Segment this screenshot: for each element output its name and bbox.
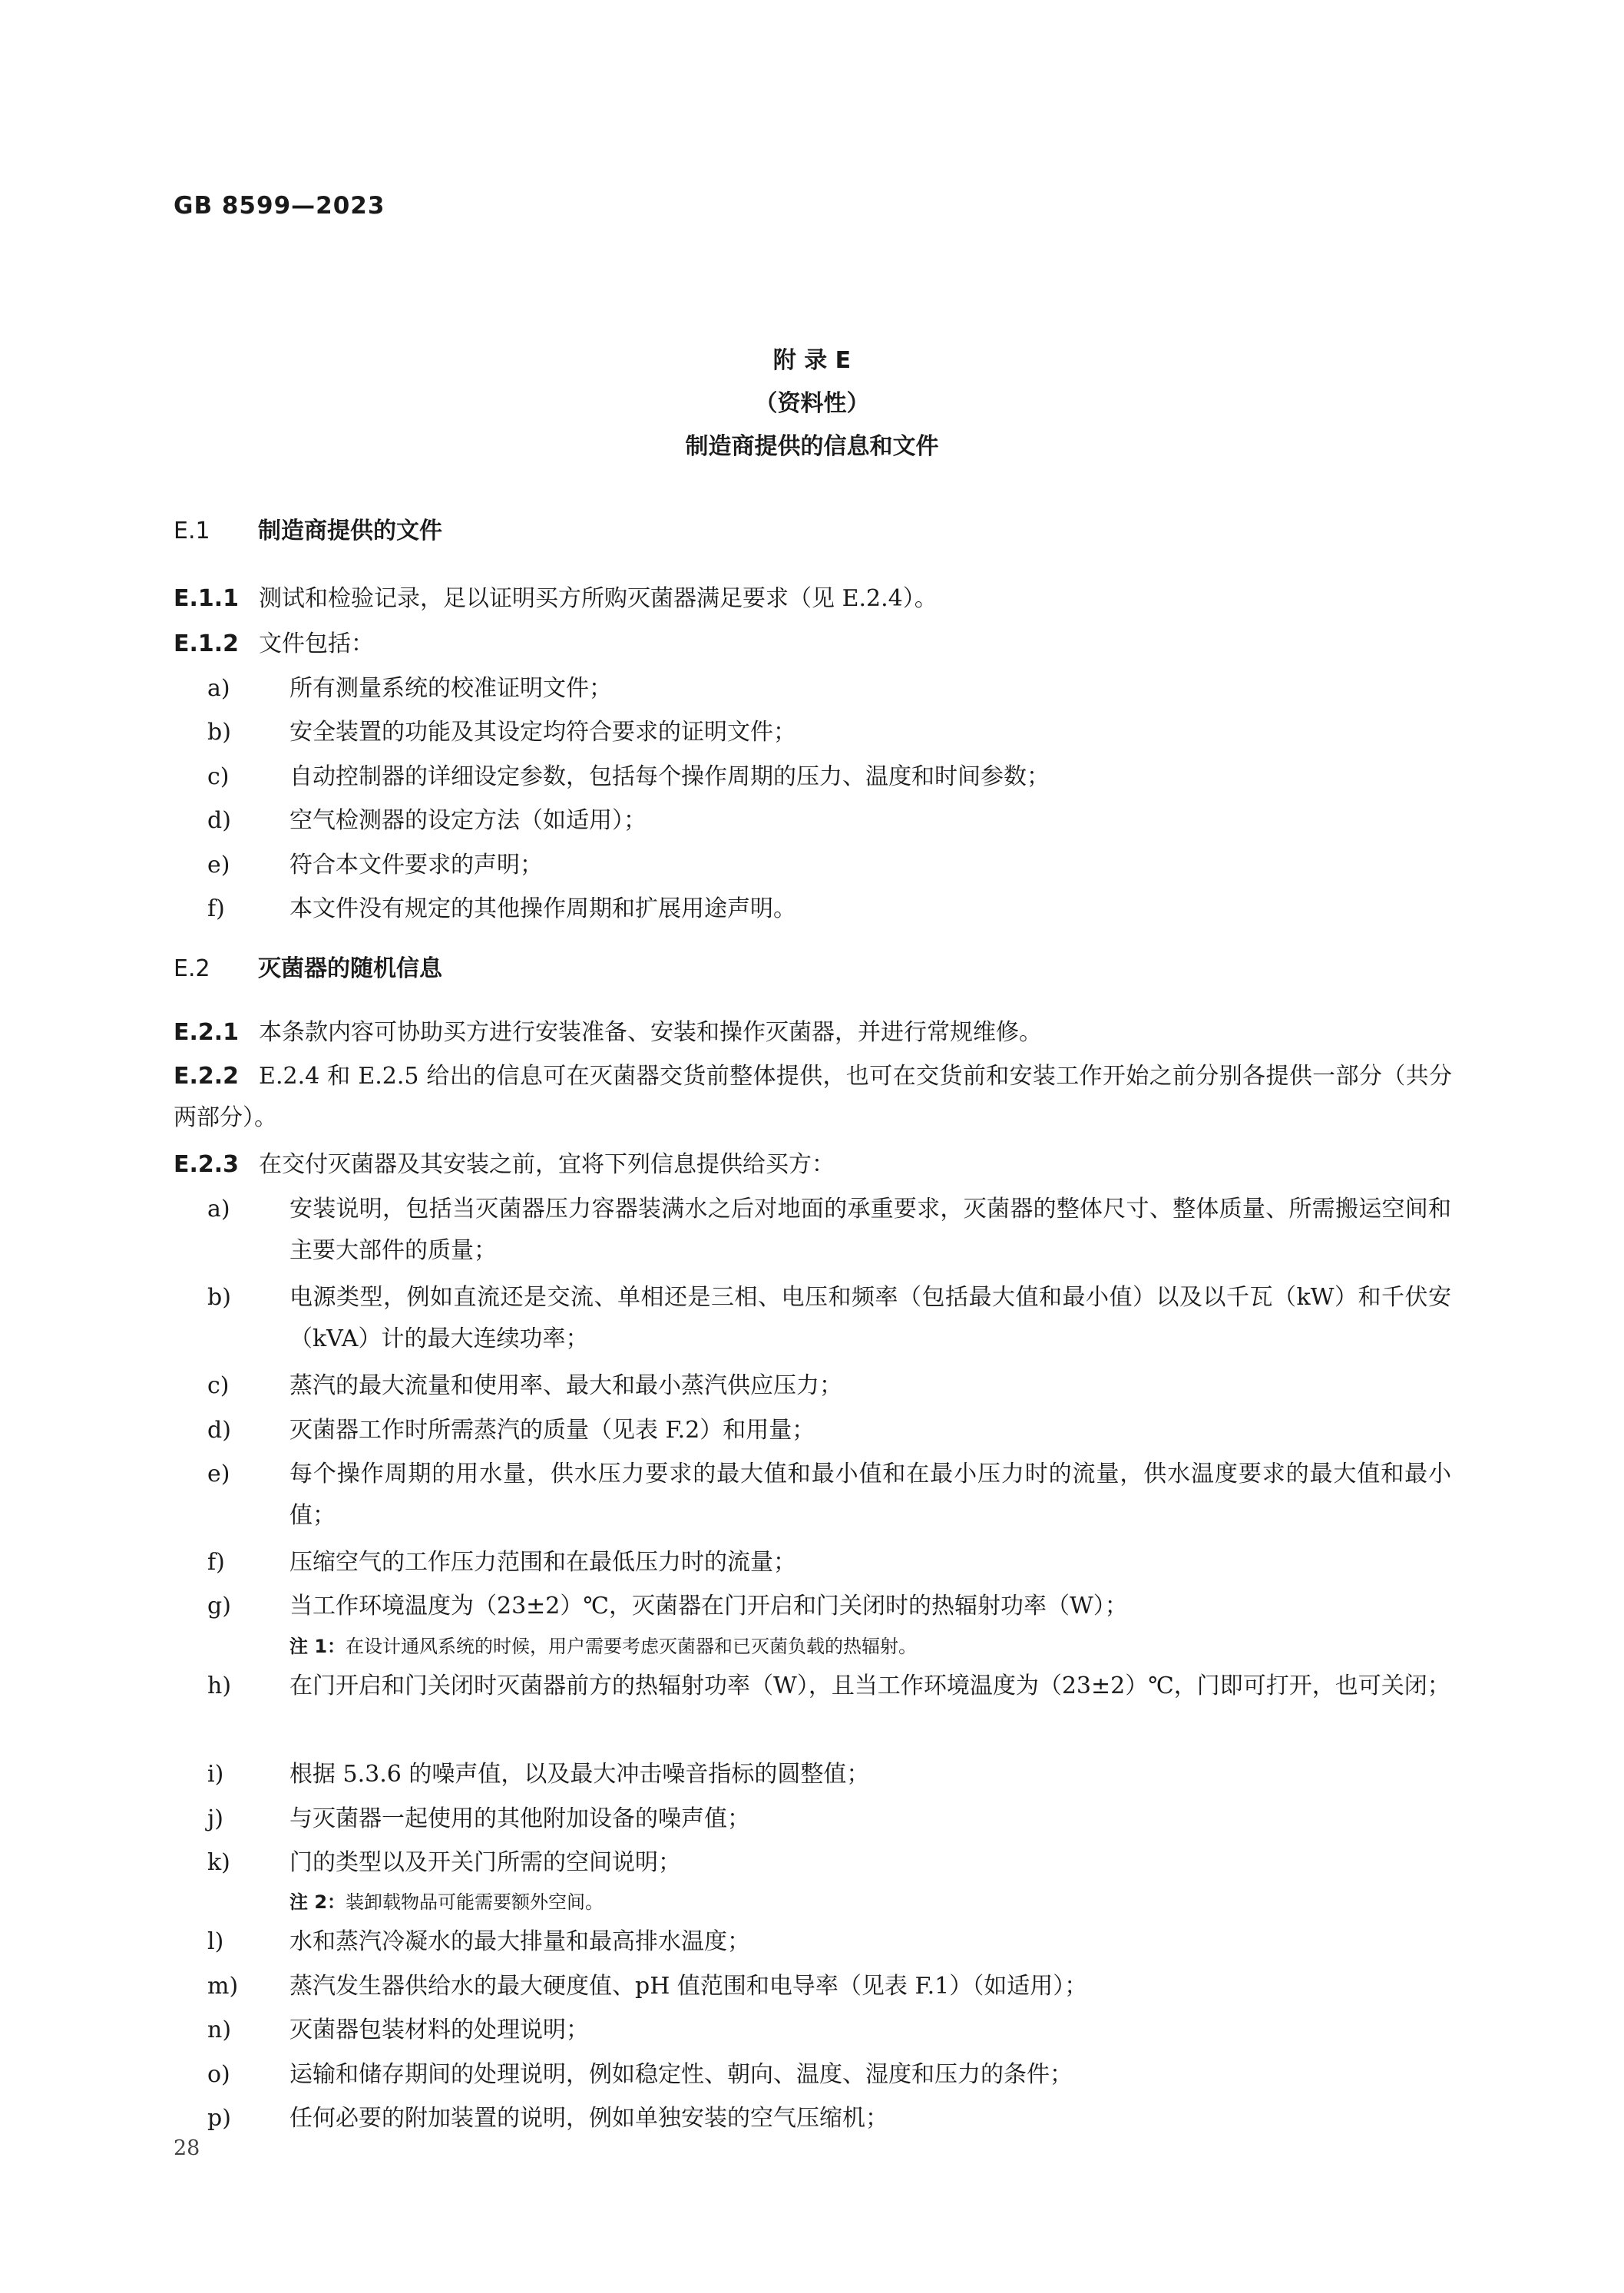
list-item <box>207 1189 1451 1272</box>
list-marker: e) <box>207 852 230 878</box>
list-item <box>207 1277 1451 1360</box>
list-marker: h) <box>207 1673 232 1699</box>
list-item <box>207 845 1451 886</box>
list-item <box>207 1454 1451 1537</box>
list-text: 蒸汽发生器供给水的最大硬度值、pH 值范围和电导率（见表 F.1）（如适用）； <box>289 1973 1088 2000</box>
list-text: 符合本文件要求的声明； <box>289 852 543 878</box>
list-text: 灭菌器工作时所需蒸汽的质量（见表 F.2）和用量； <box>289 1417 815 1444</box>
note-label: 注 2： <box>289 1891 346 1913</box>
page-number: 28 <box>174 2136 200 2160</box>
list-text: 门的类型以及开关门所需的空间说明； <box>289 1849 681 1876</box>
list-marker: d) <box>207 1417 231 1444</box>
list-item <box>207 1365 1451 1407</box>
clause-number: E.2.2 <box>174 1063 240 1090</box>
clause-e2-3 <box>174 1144 1452 1186</box>
note-2 <box>289 1887 604 1914</box>
list-text: 压缩空气的工作压力范围和在最低压力时的流量； <box>289 1549 796 1576</box>
list-item <box>207 756 1451 798</box>
list-marker: i) <box>207 1761 224 1788</box>
list-marker: c) <box>207 1372 230 1399</box>
clause-number: E.1.1 <box>174 585 240 612</box>
clause-e2-1 <box>174 1012 1452 1054</box>
list-text: 任何必要的附加装置的说明，例如单独安装的空气压缩机； <box>289 2105 888 2132</box>
list-text: 所有测量系统的校准证明文件； <box>289 675 612 702</box>
list-text: 自动控制器的详细设定参数，包括每个操作周期的压力、温度和时间参数； <box>289 763 1050 790</box>
clause-e1-2 <box>174 624 1452 665</box>
list-marker: k) <box>207 1849 230 1876</box>
list-text: 安装说明，包括当灭菌器压力容器装满水之后对地面的承重要求，灭菌器的整体尺寸、整体质量、所需搬运空间和主要大部件的质量； <box>289 1196 1451 1264</box>
list-text: 与灭菌器一起使用的其他附加设备的噪声值； <box>289 1805 750 1832</box>
list-item <box>207 2098 1451 2139</box>
note-label: 注 1： <box>289 1636 346 1657</box>
list-text: 电源类型，例如直流还是交流、单相还是三相、电压和频率（包括最大值和最小值）以及以千瓦（kW）和千伏安（kVA）计的最大连续功率； <box>289 1284 1451 1352</box>
section-title: 灭菌器的随机信息 <box>258 955 442 982</box>
section-heading-e1 <box>174 511 442 545</box>
list-marker: f) <box>207 895 225 922</box>
list-item <box>207 2054 1451 2096</box>
list-marker: l) <box>207 1928 224 1955</box>
list-marker: g) <box>207 1593 231 1620</box>
list-marker: b) <box>207 719 231 746</box>
list-text: 根据 5.3.6 的噪声值，以及最大冲击噪音指标的圆整值； <box>289 1761 870 1788</box>
clause-e2-2 <box>174 1056 1452 1139</box>
list-marker: p) <box>207 2105 231 2132</box>
list-text: 运输和储存期间的处理说明，例如稳定性、朝向、温度、湿度和压力的条件； <box>289 2061 1073 2088</box>
list-item <box>207 1921 1451 1963</box>
appendix-title: 附 录 E <box>772 347 852 374</box>
list-marker: c) <box>207 763 230 790</box>
list-marker: f) <box>207 1549 225 1576</box>
clause-text: 测试和检验记录，足以证明买方所购灭菌器满足要求（见 E.2.4）。 <box>259 585 938 612</box>
note-text: 装卸载物品可能需要额外空间。 <box>346 1891 604 1913</box>
list-marker: d) <box>207 807 231 834</box>
section-number: E.1 <box>174 518 210 544</box>
list-marker: j) <box>207 1805 224 1832</box>
list-text: 在门开启和门关闭时灭菌器前方的热辐射功率（W），且当工作环境温度为（23±2）℃，门即可打开，也可关闭； <box>289 1673 1450 1699</box>
list-marker: n) <box>207 2017 232 2043</box>
list-text: 蒸汽的最大流量和使用率、最大和最小蒸汽供应压力； <box>289 1372 842 1399</box>
section-title: 制造商提供的文件 <box>258 518 442 544</box>
note-1 <box>289 1631 917 1658</box>
list-text: 每个操作周期的用水量，供水压力要求的最大值和最小值和在最小压力时的流量，供水温度要求的最大值和最小值； <box>289 1461 1451 1529</box>
clause-e1-1 <box>174 578 1452 620</box>
list-text: 水和蒸汽冷凝水的最大排量和最高排水温度； <box>289 1928 750 1955</box>
list-text: 灭菌器包装材料的处理说明； <box>289 2017 589 2043</box>
list-text: 当工作环境温度为（23±2）℃，灭菌器在门开启和门关闭时的热辐射功率（W）； <box>289 1593 1128 1620</box>
appendix-name: 制造商提供的信息和文件 <box>685 433 939 460</box>
clause-number: E.1.2 <box>174 630 240 657</box>
list-item <box>207 1410 1451 1451</box>
list-item <box>207 1966 1451 2007</box>
standard-code: GB 8599—2023 <box>174 192 385 220</box>
section-number: E.2 <box>174 955 210 982</box>
note-text: 在设计通风系统的时候，用户需要考虑灭菌器和已灭菌负载的热辐射。 <box>346 1636 918 1657</box>
list-item <box>207 1842 1451 1884</box>
list-item <box>207 1754 1451 1795</box>
list-text: 安全装置的功能及其设定均符合要求的证明文件； <box>289 719 796 746</box>
list-item <box>207 888 1451 930</box>
list-marker: m) <box>207 1973 239 2000</box>
list-marker: o) <box>207 2061 230 2088</box>
list-item <box>207 668 1451 710</box>
list-item <box>207 800 1451 842</box>
list-text: 空气检测器的设定方法（如适用）； <box>289 807 647 834</box>
list-item <box>207 2010 1451 2051</box>
list-item <box>207 1798 1451 1840</box>
list-marker: b) <box>207 1284 231 1311</box>
clause-text: 文件包括： <box>259 630 375 657</box>
clause-number: E.2.3 <box>174 1151 240 1178</box>
clause-number: E.2.1 <box>174 1019 240 1046</box>
list-item <box>207 712 1451 753</box>
list-item <box>207 1586 1451 1627</box>
list-item <box>207 1542 1451 1583</box>
clause-text: 本条款内容可协助买方进行安装准备、安装和操作灭菌器，并进行常规维修。 <box>259 1019 1043 1046</box>
clause-text: 在交付灭菌器及其安装之前，宜将下列信息提供给买方： <box>259 1151 835 1178</box>
section-heading-e2 <box>174 949 442 983</box>
list-item <box>207 1666 1451 1707</box>
list-marker: e) <box>207 1461 230 1487</box>
clause-text: E.2.4 和 E.2.5 给出的信息可在灭菌器交货前整体提供，也可在交货前和安装工作开始之前分别各提供一部分（共分两部分）。 <box>174 1063 1452 1131</box>
list-marker: a) <box>207 1196 230 1223</box>
appendix-nature: （资料性） <box>754 390 870 417</box>
list-text: 本文件没有规定的其他操作周期和扩展用途声明。 <box>289 895 796 922</box>
list-marker: a) <box>207 675 230 702</box>
